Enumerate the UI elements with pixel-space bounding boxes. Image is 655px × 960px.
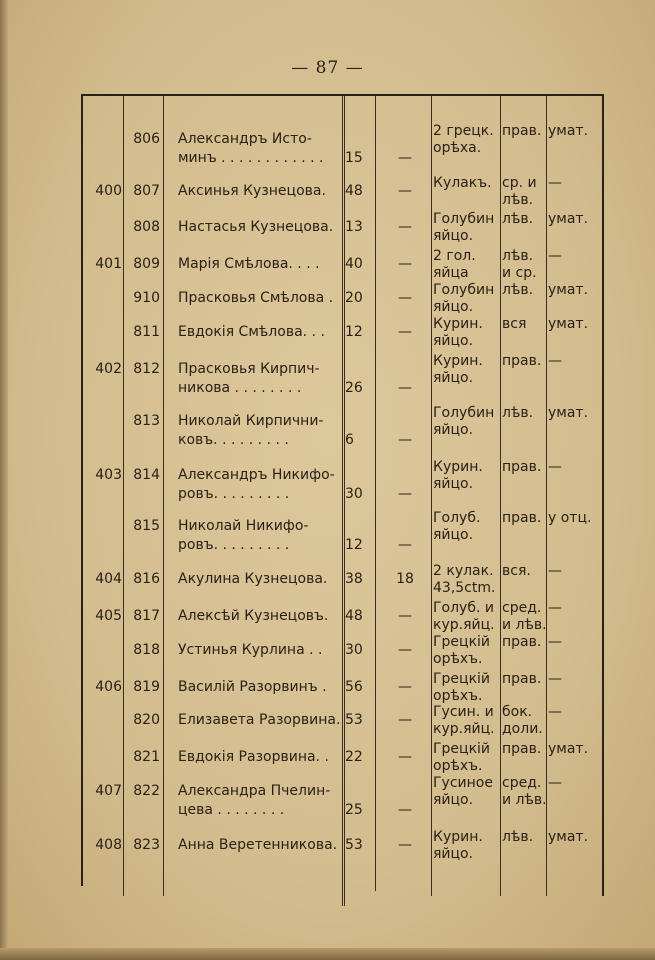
row-id: 808	[133, 219, 160, 235]
patient-name: ровъ. . . . . . . . .	[178, 537, 290, 553]
size-cell: орѣхъ.	[433, 688, 483, 704]
age-cell: 26	[345, 380, 363, 396]
side-cell: доли.	[502, 721, 543, 737]
result-cell: —	[548, 704, 562, 720]
patient-name: Евдокія Разорвина. .	[178, 749, 329, 765]
patient-name: цева . . . . . . . .	[178, 802, 285, 818]
result-cell: умат.	[548, 829, 589, 845]
row-group-number: 408	[95, 837, 122, 853]
age-cell: 6	[345, 432, 354, 448]
side-cell: прав.	[502, 459, 542, 475]
side-cell: прав.	[502, 123, 542, 139]
patient-name: Анна Веретенникова.	[178, 837, 338, 853]
extra-cell: 18	[396, 571, 414, 587]
age-cell: 30	[345, 642, 363, 658]
patient-name: Прасковья Смѣлова .	[178, 290, 334, 306]
size-cell: 2 грецк.	[433, 123, 494, 139]
age-cell: 56	[345, 679, 363, 695]
size-cell: 43,5ctm.	[433, 580, 496, 596]
age-cell: 12	[345, 537, 363, 553]
side-cell: прав.	[502, 671, 542, 687]
patient-name: Аксинья Кузнецова.	[178, 183, 326, 199]
age-cell: 40	[345, 256, 363, 272]
row-id: 816	[133, 571, 160, 587]
result-cell: —	[548, 600, 562, 616]
size-cell: Голуб. и	[433, 600, 494, 616]
extra-cell: —	[398, 802, 412, 818]
column-divider	[546, 96, 547, 896]
size-cell: яйцо.	[433, 527, 474, 543]
row-id: 807	[133, 183, 160, 199]
size-cell: Курин.	[433, 829, 483, 845]
patient-name: минъ . . . . . . . . . . . .	[178, 150, 324, 166]
column-divider	[123, 96, 124, 896]
size-cell: кур.яйц.	[433, 617, 495, 633]
age-cell: 48	[345, 183, 363, 199]
column-divider	[602, 96, 604, 896]
size-cell: 2 кулак.	[433, 563, 494, 579]
side-cell: прав.	[502, 510, 542, 526]
side-cell: вся	[502, 316, 527, 332]
extra-cell: —	[398, 324, 412, 340]
size-cell: 2 гол.	[433, 248, 476, 264]
row-id: 814	[133, 467, 160, 483]
size-cell: Грецкій	[433, 671, 491, 687]
size-cell: яйцо.	[433, 228, 474, 244]
page-edge	[0, 948, 655, 960]
size-cell: кур.яйц.	[433, 721, 495, 737]
row-group-number: 405	[95, 608, 122, 624]
patient-name: Александръ Никифо-	[178, 467, 335, 483]
age-cell: 20	[345, 290, 363, 306]
extra-cell: —	[398, 486, 412, 502]
size-cell: орѣхъ.	[433, 651, 483, 667]
patient-name: ковъ. . . . . . . . .	[178, 432, 289, 448]
row-id: 806	[133, 131, 160, 147]
row-group-number: 404	[95, 571, 122, 587]
side-cell: и лѣв.	[502, 792, 547, 808]
extra-cell: —	[398, 183, 412, 199]
row-group-number: 400	[95, 183, 122, 199]
result-cell: —	[548, 563, 562, 579]
row-id: 820	[133, 712, 160, 728]
side-cell: лѣв.	[502, 405, 534, 421]
side-cell: вся.	[502, 563, 531, 579]
row-id: 818	[133, 642, 160, 658]
result-cell: умат.	[548, 282, 589, 298]
result-cell: —	[548, 353, 562, 369]
result-cell: —	[548, 459, 562, 475]
size-cell: яйца	[433, 265, 469, 281]
extra-cell: —	[398, 290, 412, 306]
age-cell: 25	[345, 802, 363, 818]
size-cell: орѣха.	[433, 140, 482, 156]
patient-name: Прасковья Кирпич-	[178, 361, 320, 377]
result-cell: умат.	[548, 741, 589, 757]
size-cell: Грецкій	[433, 741, 491, 757]
side-cell: сред.	[502, 775, 542, 791]
side-cell: прав.	[502, 634, 542, 650]
result-cell: —	[548, 775, 562, 791]
result-cell: умат.	[548, 405, 589, 421]
row-id: 809	[133, 256, 160, 272]
patient-name: Василій Разорвинъ .	[178, 679, 327, 695]
size-cell: Курин.	[433, 459, 483, 475]
extra-cell: —	[398, 150, 412, 166]
patient-name: Настасья Кузнецова.	[178, 219, 334, 235]
patient-name: Александръ Исто-	[178, 131, 312, 147]
result-cell: умат.	[548, 211, 589, 227]
extra-cell: —	[398, 380, 412, 396]
age-cell: 53	[345, 712, 363, 728]
side-cell: лѣв.	[502, 192, 534, 208]
age-cell: 48	[345, 608, 363, 624]
patient-name: Евдокія Смѣлова. . .	[178, 324, 325, 340]
page-number: — 87 —	[291, 58, 364, 78]
size-cell: яйцо.	[433, 299, 474, 315]
extra-cell: —	[398, 256, 412, 272]
patient-name: Устинья Курлина . .	[178, 642, 323, 658]
size-cell: орѣхъ.	[433, 758, 483, 774]
age-cell: 38	[345, 571, 363, 587]
patient-name: Акулина Кузнецова.	[178, 571, 328, 587]
size-cell: Курин.	[433, 353, 483, 369]
row-group-number: 407	[95, 783, 122, 799]
row-group-number: 402	[95, 361, 122, 377]
result-cell: умат.	[548, 316, 589, 332]
size-cell: яйцо.	[433, 846, 474, 862]
side-cell: ср. и	[502, 175, 537, 191]
size-cell: Кулакъ.	[433, 175, 492, 191]
size-cell: Голуб.	[433, 510, 481, 526]
side-cell: и ср.	[502, 265, 537, 281]
side-cell: лѣв.	[502, 248, 534, 264]
size-cell: Грецкій	[433, 634, 491, 650]
extra-cell: —	[398, 749, 412, 765]
size-cell: Голубин	[433, 211, 495, 227]
age-cell: 15	[345, 150, 363, 166]
size-cell: яйцо.	[433, 422, 474, 438]
column-divider	[375, 96, 376, 891]
side-cell: лѣв.	[502, 211, 534, 227]
row-group-number: 406	[95, 679, 122, 695]
row-id: 821	[133, 749, 160, 765]
book-binding	[0, 0, 8, 960]
row-id: 813	[133, 413, 160, 429]
row-id: 811	[133, 324, 160, 340]
side-cell: и лѣв.	[502, 617, 547, 633]
row-id: 812	[133, 361, 160, 377]
row-id: 823	[133, 837, 160, 853]
patient-name: ровъ. . . . . . . . .	[178, 486, 290, 502]
result-cell: —	[548, 671, 562, 687]
age-cell: 53	[345, 837, 363, 853]
result-cell: у отц.	[548, 510, 592, 526]
patient-name: Николай Кирпични-	[178, 413, 324, 429]
extra-cell: —	[398, 712, 412, 728]
side-cell: лѣв.	[502, 282, 534, 298]
patient-name: Елизавета Разорвина.	[178, 712, 341, 728]
column-divider	[500, 96, 501, 896]
side-cell: прав.	[502, 353, 542, 369]
extra-cell: —	[398, 432, 412, 448]
size-cell: Курин.	[433, 316, 483, 332]
patient-name: Алексѣй Кузнецовъ.	[178, 608, 329, 624]
patient-name: Николай Никифо-	[178, 518, 309, 534]
size-cell: яйцо.	[433, 792, 474, 808]
column-divider	[81, 96, 83, 886]
side-cell: лѣв.	[502, 829, 534, 845]
column-divider	[163, 96, 164, 896]
patient-name: никова . . . . . . . .	[178, 380, 302, 396]
extra-cell: —	[398, 219, 412, 235]
age-cell: 12	[345, 324, 363, 340]
extra-cell: —	[398, 642, 412, 658]
extra-cell: —	[398, 608, 412, 624]
row-group-number: 403	[95, 467, 122, 483]
row-id: 817	[133, 608, 160, 624]
size-cell: Гусин. и	[433, 704, 494, 720]
patient-name: Александра Пчелин-	[178, 783, 331, 799]
result-cell: умат.	[548, 123, 589, 139]
patient-name: Марія Смѣлова. . . .	[178, 256, 320, 272]
row-id: 815	[133, 518, 160, 534]
side-cell: сред.	[502, 600, 542, 616]
result-cell: —	[548, 634, 562, 650]
extra-cell: —	[398, 679, 412, 695]
age-cell: 22	[345, 749, 363, 765]
side-cell: прав.	[502, 741, 542, 757]
size-cell: Голубин	[433, 405, 495, 421]
result-cell: —	[548, 248, 562, 264]
row-id: 822	[133, 783, 160, 799]
size-cell: Голубин	[433, 282, 495, 298]
row-id: 910	[133, 290, 160, 306]
size-cell: яйцо.	[433, 333, 474, 349]
size-cell: Гусиное	[433, 775, 493, 791]
age-cell: 30	[345, 486, 363, 502]
extra-cell: —	[398, 837, 412, 853]
row-id: 819	[133, 679, 160, 695]
size-cell: яйцо.	[433, 476, 474, 492]
age-cell: 13	[345, 219, 363, 235]
extra-cell: —	[398, 537, 412, 553]
row-group-number: 401	[95, 256, 122, 272]
result-cell: —	[548, 175, 562, 191]
side-cell: бок.	[502, 704, 533, 720]
size-cell: яйцо.	[433, 370, 474, 386]
column-divider	[431, 96, 432, 896]
